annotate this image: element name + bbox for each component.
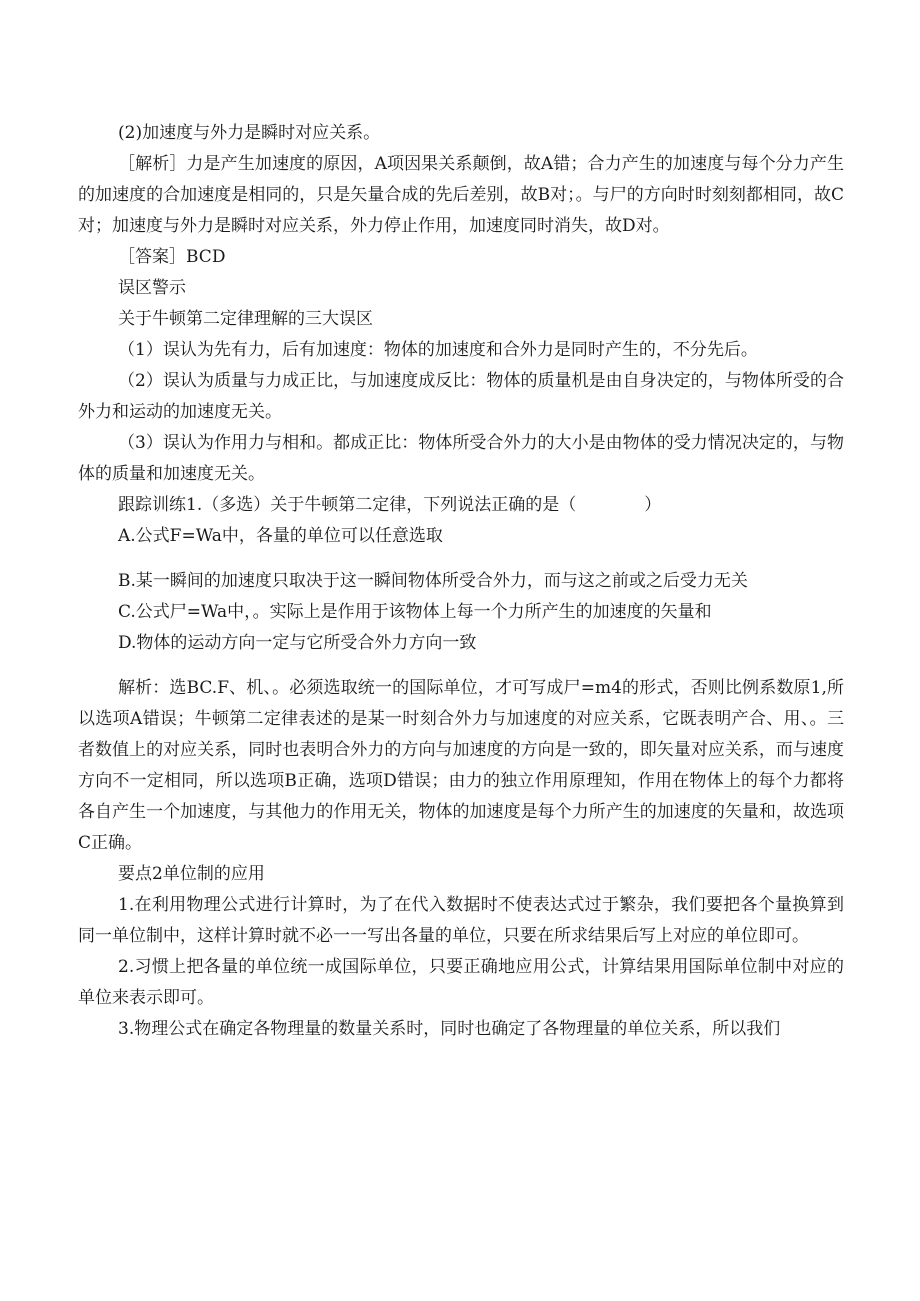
misconception-3: （3）误认为作用力与相和。都成正比：物体所受合外力的大小是由物体的受力情况决定的，与物体的质量和加速度无关。 — [78, 433, 844, 484]
paragraph-analysis: ［解析］力是产生加速度的原因，A项因果关系颠倒，故A错；合力产生的加速度与每个分力产生的加速度的合加速度是相同的，只是矢量合成的先后差别，故B对；。与尸的方向时时刻刻都相同，故C对；加速度与外力是瞬时对应关系，外力停止作用，加速度同时消失，故D对。 — [78, 154, 844, 236]
unit-point-3: 3.物理公式在确定各物理量的数量关系时，同时也确定了各物理量的单位关系，所以我们 — [118, 1019, 781, 1039]
option-b: B.某一瞬间的加速度只取决于这一瞬间物体所受合外力，而与这之前或之后受力无关 — [118, 571, 748, 591]
spacer — [78, 552, 844, 566]
spacer — [78, 659, 844, 673]
unit-point-2: 2.习惯上把各量的单位统一成国际单位，只要正确地应用公式，计算结果用国际单位制中对应的单位来表示即可。 — [78, 957, 844, 1008]
misconception-1: （1）误认为先有力，后有加速度：物体的加速度和合外力是同时产生的，不分先后。 — [118, 340, 758, 360]
heading-misconception: 误区警示 — [118, 278, 186, 298]
option-c: C.公式尸=Wa中，。实际上是作用于该物体上每一个力所产生的加速度的矢量和 — [118, 602, 712, 622]
exercise-solution: 解析：选BC.F、机、。必须选取统一的国际单位，才可写成尸=m4的形式，否则比例系数原1,所以选项A错误；牛顿第二定律表述的是某一时刻合外力与加速度的对应关系，它既表明产合、用、。三者数值上的对应关系，同时也表明合外力的方向与加速度的方向是一致的，即矢量对应关系，而与速度方向不一定相同，所以选项B正确，选项D错误；由力的独立作用原理知，作用在物体上的每个力都将各自产生一个加速度，与其他力的作用无关，物体的加速度是每个力所产生的加速度的矢量和，故选项C正确。 — [78, 678, 844, 853]
paragraph-answer: ［答案］BCD — [118, 247, 226, 267]
misconception-2: （2）误认为质量与力成正比，与加速度成反比：物体的质量机是由自身决定的，与物体所受的合外力和运动的加速度无关。 — [78, 371, 844, 422]
exercise-question: 跟踪训练1.（多选）关于牛顿第二定律，下列说法正确的是（ ） — [118, 495, 662, 515]
heading-three-misconceptions: 关于牛顿第二定律理解的三大误区 — [118, 309, 373, 329]
heading-unit-system: 要点2单位制的应用 — [118, 864, 265, 884]
unit-point-1: 1.在利用物理公式进行计算时，为了在代入数据时不使表达式过于繁杂，我们要把各个量换算到同一单位制中，这样计算时就不必一一写出各量的单位，只要在所求结果后写上对应的单位即可。 — [78, 895, 844, 946]
paragraph-1: (2)加速度与外力是瞬时对应关系。 — [118, 123, 381, 143]
option-a: A.公式F=Wa中，各量的单位可以任意选取 — [118, 526, 443, 546]
option-d: D.物体的运动方向一定与它所受合外力方向一致 — [118, 633, 477, 653]
